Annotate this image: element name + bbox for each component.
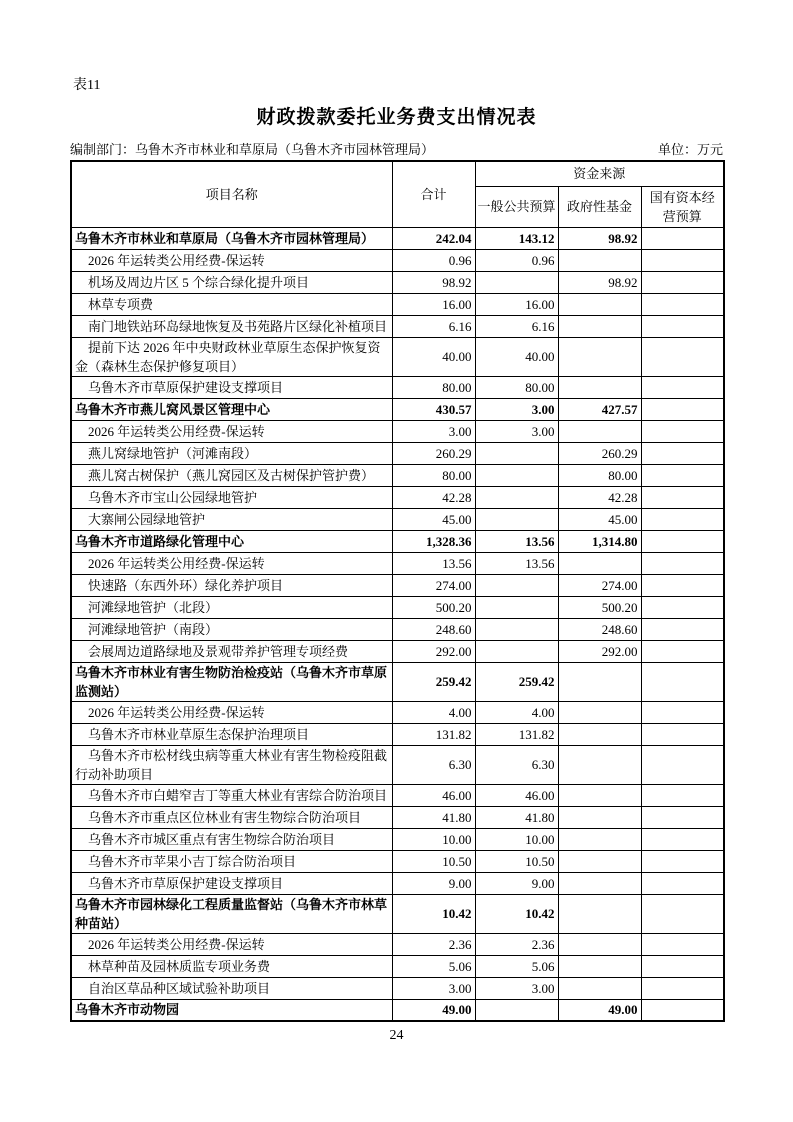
project-name-cell: 林草专项费 — [71, 293, 392, 315]
general-budget-cell — [475, 574, 558, 596]
government-fund-cell — [558, 420, 641, 442]
government-fund-cell — [558, 933, 641, 955]
total-cell: 292.00 — [392, 640, 475, 662]
general-budget-cell: 6.16 — [475, 315, 558, 337]
general-budget-cell: 13.56 — [475, 552, 558, 574]
general-budget-cell: 259.42 — [475, 662, 558, 701]
header-government-fund: 政府性基金 — [558, 186, 641, 227]
table-row — [71, 955, 724, 977]
project-name-cell: 乌鲁木齐市白蜡窄吉丁等重大林业有害综合防治项目 — [71, 784, 392, 806]
general-budget-cell — [475, 596, 558, 618]
general-budget-cell: 10.42 — [475, 894, 558, 933]
general-budget-cell: 5.06 — [475, 955, 558, 977]
table-row — [71, 293, 724, 315]
total-cell: 98.92 — [392, 271, 475, 293]
total-cell: 9.00 — [392, 872, 475, 894]
general-budget-cell: 46.00 — [475, 784, 558, 806]
table-row — [71, 933, 724, 955]
state-capital-cell — [641, 872, 724, 894]
expenditure-table — [70, 160, 725, 1022]
state-capital-cell — [641, 828, 724, 850]
project-name-cell: 会展周边道路绿地及景观带养护管理专项经费 — [71, 640, 392, 662]
total-cell: 3.00 — [392, 977, 475, 999]
government-fund-cell — [558, 977, 641, 999]
table-row — [71, 337, 724, 376]
state-capital-cell — [641, 955, 724, 977]
general-budget-cell: 41.80 — [475, 806, 558, 828]
table-row — [71, 662, 724, 701]
table-row — [71, 376, 724, 398]
general-budget-cell — [475, 271, 558, 293]
total-cell: 10.00 — [392, 828, 475, 850]
project-name-cell: 2026 年运转类公用经费-保运转 — [71, 249, 392, 271]
government-fund-cell — [558, 701, 641, 723]
header-funding-source: 资金来源 — [475, 161, 724, 186]
project-name-cell: 机场及周边片区 5 个综合绿化提升项目 — [71, 271, 392, 293]
project-name-cell: 乌鲁木齐市道路绿化管理中心 — [71, 530, 392, 552]
state-capital-cell — [641, 530, 724, 552]
state-capital-cell — [641, 745, 724, 784]
project-name-cell: 乌鲁木齐市宝山公园绿地管护 — [71, 486, 392, 508]
general-budget-cell — [475, 640, 558, 662]
project-name-cell: 乌鲁木齐市草原保护建设支撑项目 — [71, 376, 392, 398]
total-cell: 80.00 — [392, 464, 475, 486]
government-fund-cell — [558, 249, 641, 271]
general-budget-cell: 2.36 — [475, 933, 558, 955]
table-row — [71, 271, 724, 293]
state-capital-cell — [641, 420, 724, 442]
total-cell: 41.80 — [392, 806, 475, 828]
total-cell: 10.42 — [392, 894, 475, 933]
project-name-cell: 河滩绿地管护（北段） — [71, 596, 392, 618]
state-capital-cell — [641, 271, 724, 293]
table-header — [71, 161, 724, 227]
state-capital-cell — [641, 894, 724, 933]
government-fund-cell — [558, 955, 641, 977]
general-budget-cell: 10.00 — [475, 828, 558, 850]
government-fund-cell — [558, 662, 641, 701]
table-row — [71, 618, 724, 640]
table-row — [71, 442, 724, 464]
general-budget-cell: 4.00 — [475, 701, 558, 723]
project-name-cell: 乌鲁木齐市林业和草原局（乌鲁木齐市园林管理局） — [71, 227, 392, 249]
state-capital-cell — [641, 806, 724, 828]
government-fund-cell — [558, 894, 641, 933]
total-cell: 45.00 — [392, 508, 475, 530]
government-fund-cell: 260.29 — [558, 442, 641, 464]
state-capital-cell — [641, 376, 724, 398]
government-fund-cell: 98.92 — [558, 271, 641, 293]
table-row — [71, 999, 724, 1021]
state-capital-cell — [641, 596, 724, 618]
government-fund-cell: 248.60 — [558, 618, 641, 640]
state-capital-cell — [641, 337, 724, 376]
total-cell: 259.42 — [392, 662, 475, 701]
government-fund-cell: 98.92 — [558, 227, 641, 249]
table-row — [71, 596, 724, 618]
general-budget-cell: 6.30 — [475, 745, 558, 784]
general-budget-cell — [475, 442, 558, 464]
table-row — [71, 894, 724, 933]
government-fund-cell — [558, 293, 641, 315]
header-project-name: 项目名称 — [71, 161, 392, 227]
government-fund-cell: 1,314.80 — [558, 530, 641, 552]
total-cell: 3.00 — [392, 420, 475, 442]
table-row — [71, 552, 724, 574]
general-budget-cell: 3.00 — [475, 420, 558, 442]
total-cell: 16.00 — [392, 293, 475, 315]
state-capital-cell — [641, 293, 724, 315]
government-fund-cell: 274.00 — [558, 574, 641, 596]
state-capital-cell — [641, 977, 724, 999]
project-name-cell: 乌鲁木齐市动物园 — [71, 999, 392, 1021]
general-budget-cell — [475, 508, 558, 530]
table-row — [71, 640, 724, 662]
government-fund-cell: 80.00 — [558, 464, 641, 486]
general-budget-cell: 3.00 — [475, 977, 558, 999]
state-capital-cell — [641, 784, 724, 806]
general-budget-cell — [475, 486, 558, 508]
table-row — [71, 420, 724, 442]
table-row — [71, 850, 724, 872]
total-cell: 40.00 — [392, 337, 475, 376]
total-cell: 242.04 — [392, 227, 475, 249]
general-budget-cell — [475, 999, 558, 1021]
state-capital-cell — [641, 618, 724, 640]
total-cell: 42.28 — [392, 486, 475, 508]
project-name-cell: 2026 年运转类公用经费-保运转 — [71, 701, 392, 723]
state-capital-cell — [641, 640, 724, 662]
project-name-cell: 燕儿窝古树保护（燕儿窝园区及古树保护管护费） — [71, 464, 392, 486]
state-capital-cell — [641, 315, 724, 337]
project-name-cell: 乌鲁木齐市城区重点有害生物综合防治项目 — [71, 828, 392, 850]
government-fund-cell — [558, 806, 641, 828]
general-budget-cell: 3.00 — [475, 398, 558, 420]
state-capital-cell — [641, 486, 724, 508]
project-name-cell: 2026 年运转类公用经费-保运转 — [71, 933, 392, 955]
general-budget-cell: 9.00 — [475, 872, 558, 894]
total-cell: 49.00 — [392, 999, 475, 1021]
header-total: 合计 — [392, 161, 475, 227]
table-row — [71, 701, 724, 723]
government-fund-cell: 45.00 — [558, 508, 641, 530]
state-capital-cell — [641, 850, 724, 872]
general-budget-cell: 143.12 — [475, 227, 558, 249]
project-name-cell: 乌鲁木齐市重点区位林业有害生物综合防治项目 — [71, 806, 392, 828]
state-capital-cell — [641, 442, 724, 464]
government-fund-cell: 49.00 — [558, 999, 641, 1021]
project-name-cell: 快速路（东西外环）绿化养护项目 — [71, 574, 392, 596]
table-row — [71, 977, 724, 999]
project-name-cell: 乌鲁木齐市园林绿化工程质量监督站（乌鲁木齐市林草种苗站） — [71, 894, 392, 933]
state-capital-cell — [641, 701, 724, 723]
project-name-cell: 乌鲁木齐市林业有害生物防治检疫站（乌鲁木齐市草原监测站） — [71, 662, 392, 701]
table-row — [71, 249, 724, 271]
government-fund-cell — [558, 376, 641, 398]
project-name-cell: 提前下达 2026 年中央财政林业草原生态保护恢复资金（森林生态保护修复项目） — [71, 337, 392, 376]
project-name-cell: 乌鲁木齐市林业草原生态保护治理项目 — [71, 723, 392, 745]
total-cell: 6.30 — [392, 745, 475, 784]
table-row — [71, 723, 724, 745]
table-row — [71, 806, 724, 828]
total-cell: 0.96 — [392, 249, 475, 271]
state-capital-cell — [641, 662, 724, 701]
total-cell: 6.16 — [392, 315, 475, 337]
total-cell: 5.06 — [392, 955, 475, 977]
table-row — [71, 315, 724, 337]
total-cell: 131.82 — [392, 723, 475, 745]
header-state-capital-budget: 国有资本经营预算 — [641, 186, 724, 227]
state-capital-cell — [641, 999, 724, 1021]
total-cell: 248.60 — [392, 618, 475, 640]
project-name-cell: 2026 年运转类公用经费-保运转 — [71, 552, 392, 574]
state-capital-cell — [641, 398, 724, 420]
project-name-cell: 自治区草品种区域试验补助项目 — [71, 977, 392, 999]
total-cell: 500.20 — [392, 596, 475, 618]
prepared-by-text: 编制部门：乌鲁木齐市林业和草原局（乌鲁木齐市园林管理局） — [70, 142, 435, 157]
table-row — [71, 784, 724, 806]
total-cell: 4.00 — [392, 701, 475, 723]
meta-row — [70, 139, 723, 158]
government-fund-cell — [558, 723, 641, 745]
table-label: 表11 — [73, 78, 101, 93]
total-cell: 274.00 — [392, 574, 475, 596]
total-cell: 10.50 — [392, 850, 475, 872]
table-row — [71, 745, 724, 784]
government-fund-cell — [558, 784, 641, 806]
total-cell: 2.36 — [392, 933, 475, 955]
government-fund-cell: 427.57 — [558, 398, 641, 420]
general-budget-cell: 10.50 — [475, 850, 558, 872]
state-capital-cell — [641, 552, 724, 574]
government-fund-cell — [558, 315, 641, 337]
government-fund-cell — [558, 828, 641, 850]
table-row — [71, 486, 724, 508]
table-row — [71, 398, 724, 420]
state-capital-cell — [641, 933, 724, 955]
general-budget-cell — [475, 464, 558, 486]
general-budget-cell: 0.96 — [475, 249, 558, 271]
page-title: 财政拨款委托业务费支出情况表 — [256, 107, 537, 128]
page-number: 24 — [389, 1028, 404, 1043]
table-row — [71, 574, 724, 596]
table-row — [71, 464, 724, 486]
project-name-cell: 乌鲁木齐市苹果小吉丁综合防治项目 — [71, 850, 392, 872]
general-budget-cell: 16.00 — [475, 293, 558, 315]
project-name-cell: 河滩绿地管护（南段） — [71, 618, 392, 640]
general-budget-cell: 13.56 — [475, 530, 558, 552]
total-cell: 80.00 — [392, 376, 475, 398]
state-capital-cell — [641, 464, 724, 486]
government-fund-cell: 292.00 — [558, 640, 641, 662]
general-budget-cell: 131.82 — [475, 723, 558, 745]
project-name-cell: 林草种苗及园林质监专项业务费 — [71, 955, 392, 977]
state-capital-cell — [641, 508, 724, 530]
table-row — [71, 872, 724, 894]
table-row — [71, 828, 724, 850]
table-body — [71, 227, 724, 1021]
total-cell: 1,328.36 — [392, 530, 475, 552]
table-row — [71, 508, 724, 530]
government-fund-cell — [558, 872, 641, 894]
government-fund-cell — [558, 745, 641, 784]
project-name-cell: 2026 年运转类公用经费-保运转 — [71, 420, 392, 442]
general-budget-cell: 80.00 — [475, 376, 558, 398]
total-cell: 430.57 — [392, 398, 475, 420]
project-name-cell: 燕儿窝绿地管护（河滩南段） — [71, 442, 392, 464]
project-name-cell: 南门地铁站环岛绿地恢复及书苑路片区绿化补植项目 — [71, 315, 392, 337]
government-fund-cell — [558, 337, 641, 376]
state-capital-cell — [641, 723, 724, 745]
header-general-public-budget: 一般公共预算 — [475, 186, 558, 227]
government-fund-cell: 500.20 — [558, 596, 641, 618]
government-fund-cell: 42.28 — [558, 486, 641, 508]
project-name-cell: 乌鲁木齐市松材线虫病等重大林业有害生物检疫阻截行动补助项目 — [71, 745, 392, 784]
general-budget-cell: 40.00 — [475, 337, 558, 376]
state-capital-cell — [641, 574, 724, 596]
project-name-cell: 大寨闸公园绿地管护 — [71, 508, 392, 530]
state-capital-cell — [641, 249, 724, 271]
total-cell: 46.00 — [392, 784, 475, 806]
project-name-cell: 乌鲁木齐市燕儿窝风景区管理中心 — [71, 398, 392, 420]
total-cell: 260.29 — [392, 442, 475, 464]
table-row — [71, 227, 724, 249]
state-capital-cell — [641, 227, 724, 249]
government-fund-cell — [558, 850, 641, 872]
total-cell: 13.56 — [392, 552, 475, 574]
general-budget-cell — [475, 618, 558, 640]
project-name-cell: 乌鲁木齐市草原保护建设支撑项目 — [71, 872, 392, 894]
table-row — [71, 530, 724, 552]
unit-text: 单位：万元 — [657, 142, 723, 157]
government-fund-cell — [558, 552, 641, 574]
